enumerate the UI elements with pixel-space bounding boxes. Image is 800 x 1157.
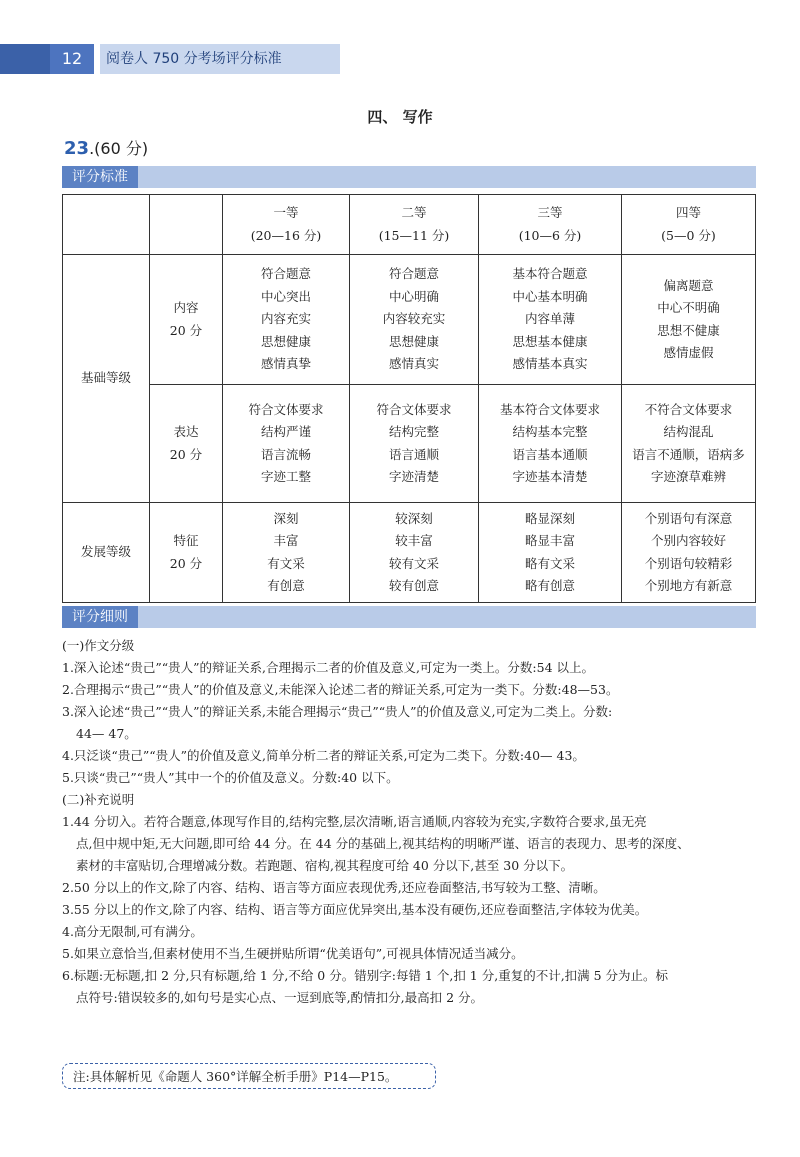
content-label	[150, 255, 223, 385]
page-header	[0, 44, 282, 74]
criterion: 有文采	[267, 555, 305, 571]
criterion: 字迹工整	[260, 469, 311, 484]
criterion: 字迹清楚	[388, 469, 439, 484]
corner-cell	[63, 195, 150, 255]
criterion: 基本符合文体要求	[499, 401, 600, 417]
list-item: 点符号:错误较多的,如句号是实心点、一逗到底等,酌情扣分,最高扣 2 分。	[76, 990, 484, 1005]
content-cell	[223, 255, 350, 385]
feature-label	[150, 503, 223, 603]
criterion: 内容充实	[260, 311, 311, 327]
content-cell	[479, 255, 622, 385]
grade-header	[622, 195, 756, 255]
criterion: 有创意	[267, 578, 305, 593]
row-label: 表达	[173, 424, 199, 439]
criterion: 感情真挚	[260, 356, 311, 372]
list-item: 2.50 分以上的作文,除了内容、结构、语言等方面应表现优秀,还应卷面整洁,书写较为工整、清晰。	[62, 880, 606, 895]
criterion: 较有创意	[388, 578, 439, 593]
question-num: 23	[64, 138, 90, 159]
criterion: 符合题意	[388, 266, 439, 282]
list-item: 4.高分无限制,可有满分。	[62, 924, 203, 939]
criterion: 语言基本通顺	[512, 446, 588, 462]
criterion: 感情真实	[388, 356, 439, 372]
criterion: 略有创意	[524, 578, 575, 593]
criterion: 较深刻	[395, 510, 433, 526]
criterion: 略显丰富	[524, 533, 575, 548]
basic-level-label: 基础等级	[63, 255, 150, 503]
grade-range: (10—6 分)	[518, 227, 582, 243]
expression-row	[63, 385, 756, 503]
scoring-table	[62, 194, 756, 603]
grade-header	[223, 195, 350, 255]
row-points: 20 分	[169, 446, 203, 462]
grade-name: 一等	[273, 205, 299, 220]
list-item: 44— 47。	[76, 726, 137, 741]
criterion: 偏离题意	[663, 277, 714, 293]
dev-level-label: 发展等级	[63, 503, 150, 603]
band-label: 评分标准	[62, 166, 138, 188]
corner-cell-2	[150, 195, 223, 255]
question-points: .(60 分)	[89, 139, 149, 158]
grade-name: 三等	[537, 205, 563, 220]
criterion: 不符合文体要求	[644, 401, 733, 417]
criterion: 基本符合题意	[512, 266, 588, 282]
row-points: 20 分	[169, 322, 203, 338]
criterion: 语言通顺	[388, 446, 439, 462]
expression-cell	[223, 385, 350, 503]
criterion: 字迹基本清楚	[512, 469, 588, 484]
criterion: 略有文采	[524, 555, 575, 571]
row-label: 特征	[173, 533, 199, 548]
criterion: 略显深刻	[524, 510, 575, 526]
part1-title: (一)作文分级	[62, 638, 135, 653]
criterion: 内容较充实	[382, 311, 446, 327]
grade-header	[350, 195, 479, 255]
criterion: 较有文采	[388, 555, 439, 571]
header-title: 阅卷人 750 分考场评分标准	[100, 44, 340, 74]
criterion: 字迹潦草难辨	[650, 469, 726, 484]
criterion: 中心突出	[260, 288, 311, 304]
grade-header	[479, 195, 622, 255]
grade-name: 四等	[675, 205, 701, 220]
row-points: 20 分	[169, 555, 203, 571]
expression-cell	[479, 385, 622, 503]
grade-range: (15—11 分)	[378, 227, 450, 243]
list-item: 5.如果立意恰当,但素材使用不当,生硬拼贴所谓“优美语句”,可视具体情况适当减分。	[62, 946, 524, 961]
content-cell	[350, 255, 479, 385]
list-item: 4.只泛谈“贵己”“贵人”的价值及意义,简单分析二者的辩证关系,可定为二类下。分数:40— 43。	[62, 748, 585, 763]
criterion: 符合文体要求	[248, 401, 324, 417]
feature-row	[63, 503, 756, 603]
criterion: 结构混乱	[663, 424, 714, 439]
page-number: 12	[50, 44, 94, 74]
criterion: 中心不明确	[657, 300, 720, 315]
content-cell	[622, 255, 756, 385]
criterion: 结构完整	[388, 424, 439, 439]
criterion: 内容单薄	[524, 311, 575, 327]
criterion: 个别内容较好	[650, 533, 726, 548]
criterion: 深刻	[273, 510, 299, 526]
part2-title: (二)补充说明	[62, 792, 135, 807]
list-item: 素材的丰富贴切,合理增减分数。若跑题、宿构,视其程度可给 40 分以下,甚至 30 分以下。	[76, 858, 574, 873]
criterion: 思想健康	[260, 333, 311, 349]
expression-label	[150, 385, 223, 503]
content-row	[63, 255, 756, 385]
question-number	[64, 136, 148, 159]
list-item: 1.深入论述“贵己”“贵人”的辩证关系,合理揭示二者的价值及意义,可定为一类上。分数:54 以上。	[62, 660, 595, 675]
criterion: 语言流畅	[260, 446, 311, 462]
criterion: 丰富	[273, 533, 299, 548]
list-item: 3.深入论述“贵己”“贵人”的辩证关系,未能合理揭示“贵己”“贵人”的价值及意义,可定为二类上。分数:	[62, 704, 613, 719]
expression-cell	[350, 385, 479, 503]
list-item: 点,但中规中矩,无大问题,即可给 44 分。在 44 分的基础上,视其结构的明晰严谨、语言的表现力、思考的深度、	[76, 836, 690, 851]
feature-cell	[622, 503, 756, 603]
criterion: 感情虚假	[663, 345, 714, 360]
criterion: 思想基本健康	[512, 333, 588, 349]
grade-range: (5—0 分)	[661, 227, 716, 243]
grade-range: (20—16 分)	[250, 227, 322, 243]
criterion: 符合文体要求	[376, 401, 452, 417]
criterion: 语言不通顺，语病多	[632, 446, 745, 462]
scoring-standard-band	[62, 166, 756, 188]
criterion: 感情基本真实	[512, 356, 588, 372]
detail-list	[62, 635, 762, 1009]
criterion: 中心基本明确	[512, 288, 588, 304]
criterion: 个别语句较精彩	[644, 555, 733, 571]
criterion: 结构严谨	[260, 424, 311, 439]
feature-cell	[479, 503, 622, 603]
list-item: 5.只谈“贵己”“贵人”其中一个的价值及意义。分数:40 以下。	[62, 770, 399, 785]
criterion: 较丰富	[395, 533, 433, 548]
criterion: 思想健康	[388, 333, 439, 349]
list-item: 1.44 分切入。若符合题意,体现写作目的,结构完整,层次清晰,语言通顺,内容较为充实,字数符合要求,虽无亮	[62, 814, 647, 829]
section-title: 四、 写作	[367, 108, 433, 126]
list-item: 6.标题:无标题,扣 2 分,只有标题,给 1 分,不给 0 分。错别字:每错 1 个,扣 1 分,重复的不计,扣满 5 分为止。标	[62, 968, 669, 983]
row-label: 内容	[173, 300, 199, 315]
criterion: 个别地方有新意	[644, 578, 733, 593]
table-header-row	[63, 195, 756, 255]
criterion: 个别语句有深意	[644, 510, 733, 526]
scoring-detail-band	[62, 606, 756, 628]
list-item: 3.55 分以上的作文,除了内容、结构、语言等方面应优异突出,基本没有硬伤,还应卷面整洁,字体较为优美。	[62, 902, 648, 917]
feature-cell	[223, 503, 350, 603]
criterion: 符合题意	[260, 266, 311, 282]
grade-name: 二等	[401, 205, 427, 220]
expression-cell	[622, 385, 756, 503]
criterion: 中心明确	[388, 288, 439, 304]
criterion: 结构基本完整	[512, 424, 588, 439]
band-label: 评分细则	[62, 606, 138, 628]
criterion: 思想不健康	[657, 322, 720, 338]
feature-cell	[350, 503, 479, 603]
list-item: 2.合理揭示“贵己”“贵人”的价值及意义,未能深入论述二者的辩证关系,可定为一类下。分数:48—53。	[62, 682, 619, 697]
reference-note: 注:具体解析见《命题人 360°详解全析手册》P14—P15。	[62, 1063, 436, 1089]
